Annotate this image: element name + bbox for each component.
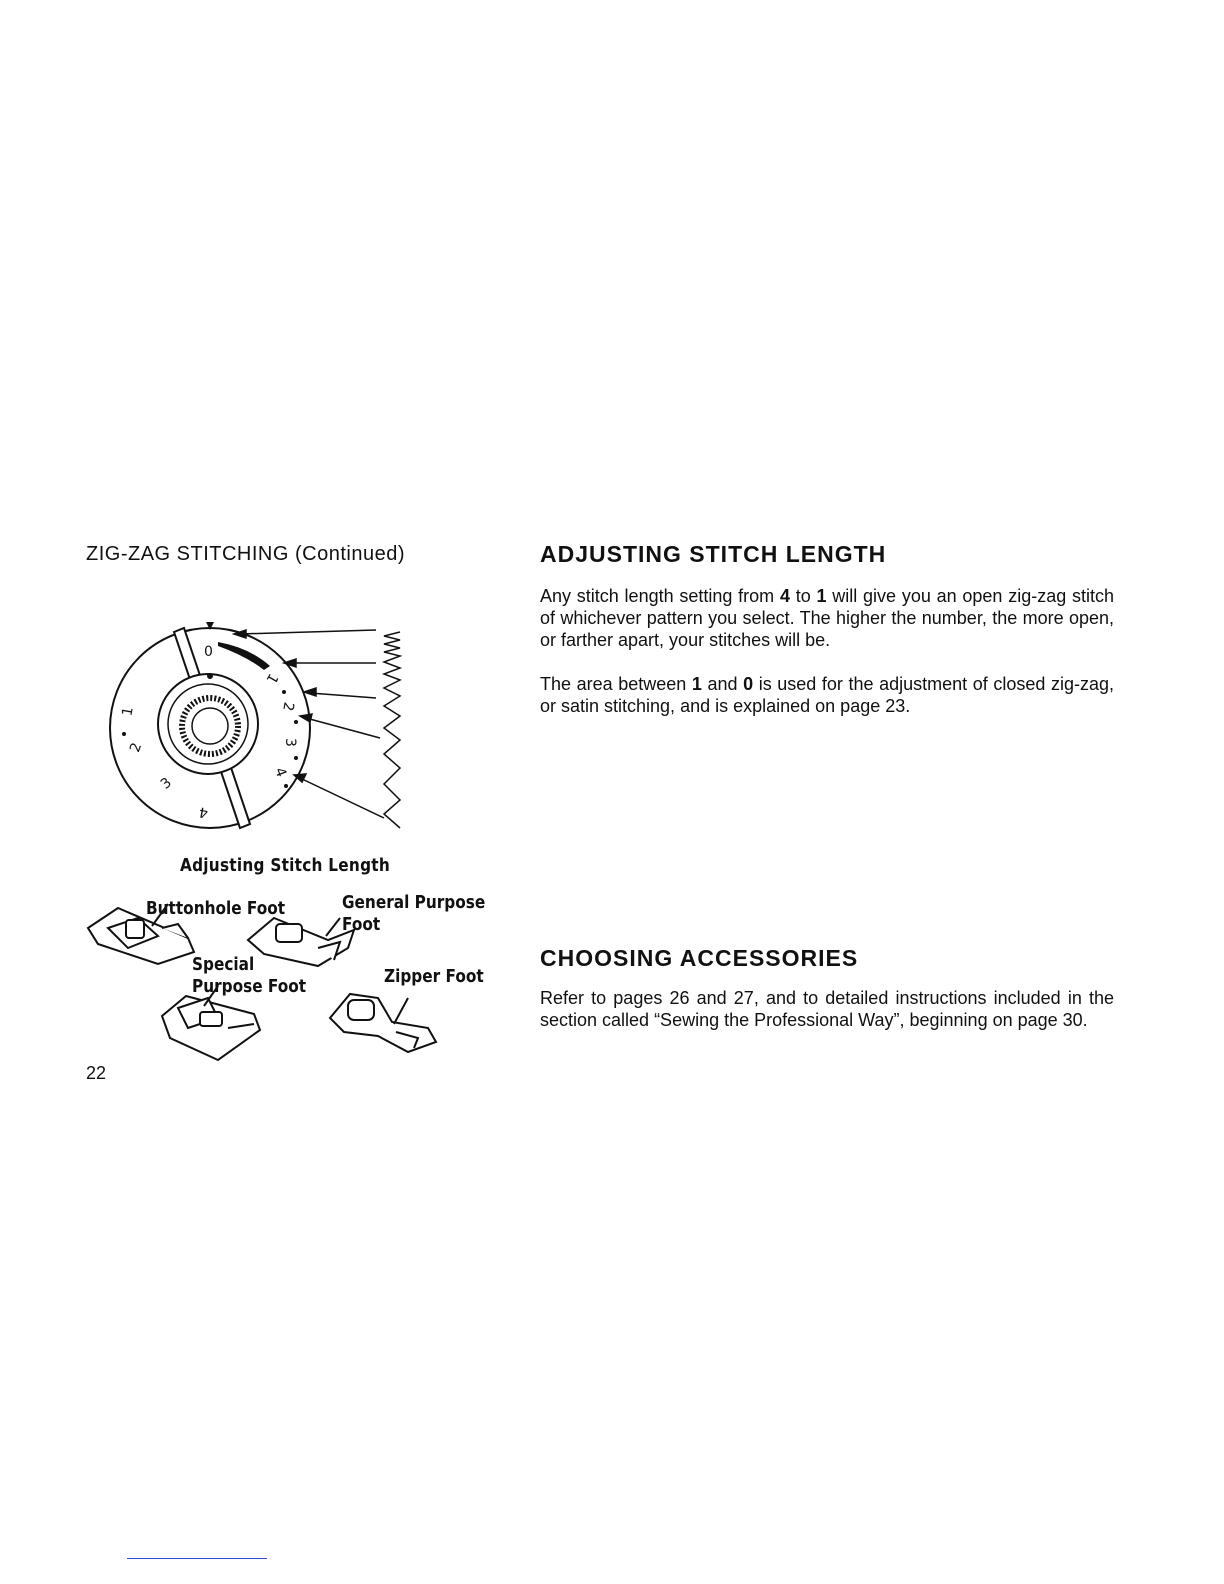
zipper-foot-drawing — [330, 994, 436, 1052]
dial-number-left-4: 4 — [197, 803, 210, 821]
label-special-purpose-foot-line1: Special — [192, 954, 255, 975]
dial-number-0: 0 — [204, 644, 213, 660]
dial-number-4: 4 — [271, 765, 290, 780]
stitch-length-dial-illustration — [100, 618, 440, 838]
label-buttonhole-foot: Buttonhole Foot — [146, 898, 286, 919]
footer-rule — [127, 1558, 267, 1559]
dial-number-left-2: 2 — [127, 740, 146, 755]
dial-figure-caption: Adjusting Stitch Length — [180, 855, 390, 876]
presser-feet-illustration — [78, 888, 498, 1068]
dial-number-3: 3 — [282, 738, 298, 747]
label-zipper-foot: Zipper Foot — [384, 966, 484, 987]
section-heading-zig-zag: ZIG-ZAG STITCHING (Continued) — [86, 543, 405, 565]
paragraph-adjusting-1: Any stitch length setting from 4 to 1 will give you an open zig-zag stitch of whichever pattern you select. The higher the number, the more open, or farther apart, your stitches will be. — [540, 586, 1115, 650]
paragraph-choosing-accessories: Refer to pages 26 and 27, and to detailed instructions included in the section called “Sewing the Professional Way”, beginning on page 30. — [540, 988, 1114, 1030]
satin-range-wedge — [218, 642, 270, 670]
label-general-purpose-foot-line1: General Purpose — [342, 892, 486, 913]
label-general-purpose-foot-line2: Foot — [342, 914, 381, 935]
dial-number-left-3: 3 — [157, 774, 175, 793]
dial-number-1: 1 — [262, 670, 281, 687]
label-special-purpose-foot-line2: Purpose Foot — [192, 976, 307, 997]
dial-number-left-1: 1 — [119, 705, 137, 718]
zigzag-stitch-sample — [384, 632, 400, 828]
page-number: 22 — [86, 1063, 107, 1083]
heading-adjusting-stitch-length: ADJUSTING STITCH LENGTH — [540, 541, 887, 567]
dial-number-2: 2 — [279, 700, 297, 713]
paragraph-adjusting-2: The area between 1 and 0 is used for the adjustment of closed zig-zag, or satin stitching, and is explained on page 23. — [540, 674, 1114, 716]
general-purpose-foot-drawing — [248, 918, 354, 966]
heading-choosing-accessories: CHOOSING ACCESSORIES — [540, 945, 859, 971]
